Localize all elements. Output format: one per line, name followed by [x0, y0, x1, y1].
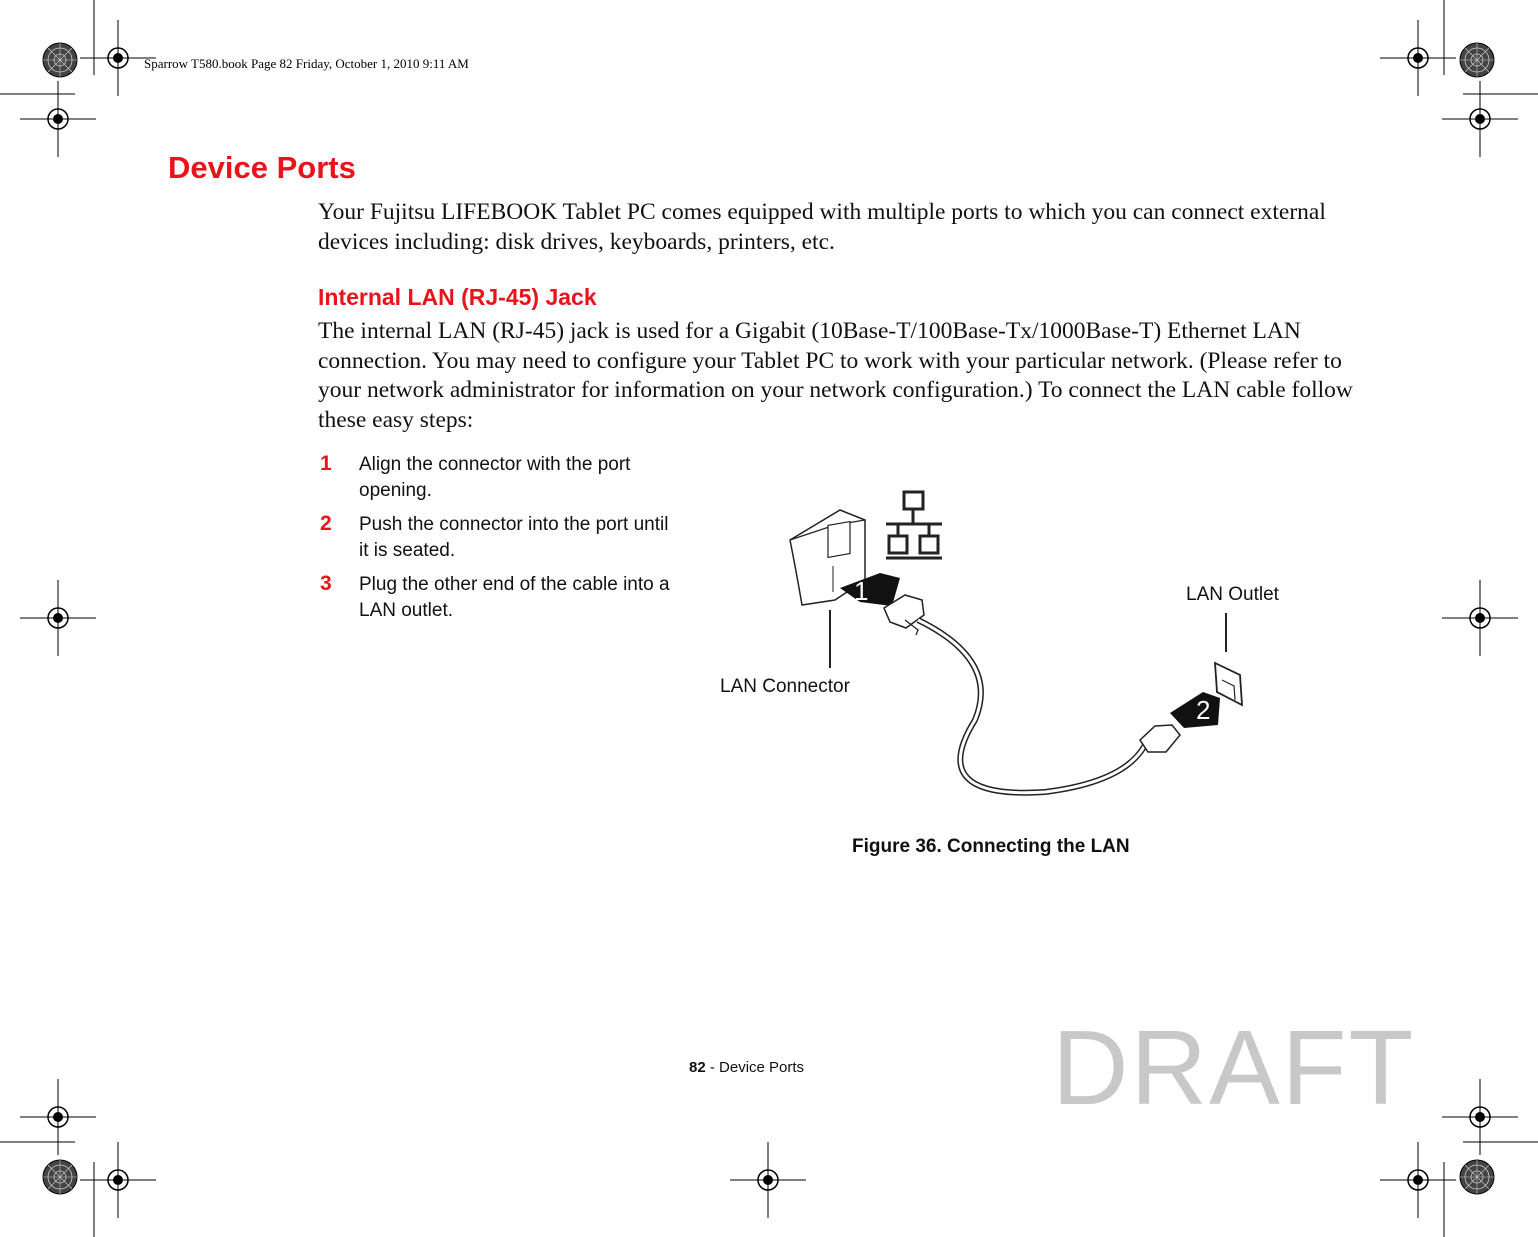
step-number: 1	[320, 452, 332, 475]
lan-connection-figure	[700, 470, 1340, 820]
draft-watermark: DRAFT	[1052, 1009, 1416, 1127]
badge-2-text: 2	[1196, 695, 1211, 725]
step-2-arrow-badge	[1170, 692, 1220, 728]
lan-outlet-label: LAN Outlet	[1186, 584, 1279, 605]
lan-cable	[918, 620, 1145, 793]
steps-list	[318, 452, 678, 632]
network-icon	[886, 492, 942, 558]
section-heading: Internal LAN (RJ-45) Jack	[318, 284, 597, 310]
page-title: Device Ports	[168, 150, 356, 185]
intro-paragraph: Your Fujitsu LIFEBOOK Tablet PC comes equipped with multiple ports to which you can connect external devices including: disk drives, keyboards, printers, etc.	[318, 199, 1326, 255]
step-number: 3	[320, 572, 332, 595]
lan-connector-label: LAN Connector	[720, 676, 850, 697]
badge-1-text: 1	[854, 576, 869, 606]
list-item	[318, 572, 678, 624]
step-text: Align the connector with the port opening.	[359, 454, 631, 501]
step-text: Push the connector into the port until it is seated.	[359, 514, 669, 561]
list-item	[318, 512, 678, 564]
list-item	[318, 452, 678, 504]
figure-caption: Figure 36. Connecting the LAN	[852, 836, 1130, 857]
footer-separator: -	[705, 1059, 720, 1076]
rj45-plug-outlet	[1140, 725, 1180, 752]
page-footer	[689, 1059, 804, 1076]
page-number: 82	[689, 1059, 706, 1076]
lan-body-paragraph: The internal LAN (RJ-45) jack is used for a Gigabit (10Base-T/100Base-Tx/1000Base-T) Ethernet LAN connection. You may need to configure your Tablet PC to work with your particular network. (Please refer to your network administrator for information on your network configuration.) To connect the LAN cable follow these easy steps:	[318, 318, 1353, 433]
book-header-line: Sparrow T580.book Page 82 Friday, October 1, 2010 9:11 AM	[144, 56, 469, 71]
footer-section-name: Device Ports	[719, 1059, 805, 1076]
step-text: Plug the other end of the cable into a LAN outlet.	[359, 574, 670, 621]
step-number: 2	[320, 512, 332, 535]
